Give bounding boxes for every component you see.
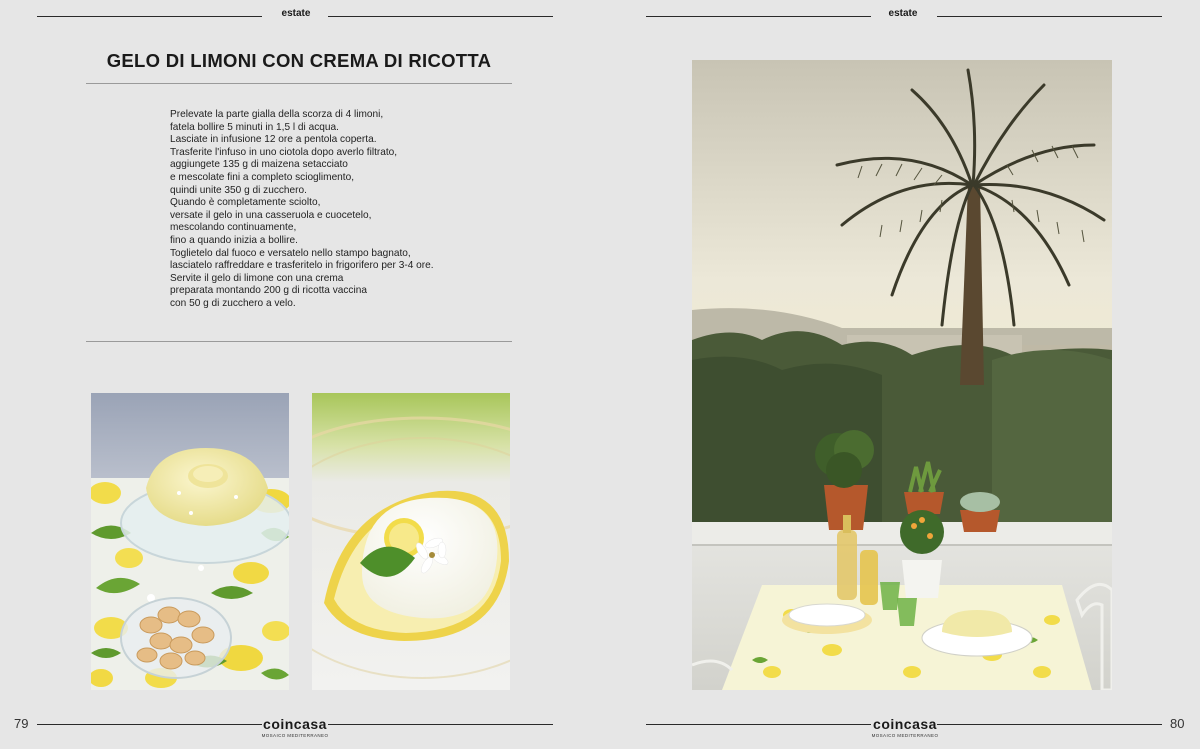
recipe-line: Toglietelo dal fuoco e versatelo nello stampo bagnato, xyxy=(170,247,411,259)
footer-right xyxy=(600,715,1200,745)
section-label: estate xyxy=(888,8,918,19)
page-number-left: 79 xyxy=(14,716,29,731)
recipe-line: con 50 g di zucchero a velo. xyxy=(170,297,296,309)
recipe-line: aggiungete 135 g di maizena setacciato xyxy=(170,159,348,171)
brand-logo-left xyxy=(255,715,335,739)
footer-rule-right-b xyxy=(937,724,1162,725)
running-header-left xyxy=(0,8,600,24)
brand-name: coincasa xyxy=(263,716,327,732)
header-rule-right-a xyxy=(646,16,871,17)
footer-rule-right-a xyxy=(646,724,871,725)
title-underline xyxy=(86,83,512,84)
recipe-line: Servite il gelo di limone con una crema xyxy=(170,272,344,284)
recipe-line: fatela bollire 5 minuti in 1,5 l di acqua. xyxy=(170,121,339,133)
recipe-line: e mescolate fini a completo scioglimento, xyxy=(170,171,355,183)
text-bottom-rule xyxy=(86,341,512,342)
header-rule-left-b xyxy=(328,16,553,17)
right-page xyxy=(600,0,1200,749)
page-number-right: 80 xyxy=(1170,716,1185,731)
footer-rule-left-b xyxy=(328,724,553,725)
recipe-line: Quando è completamente sciolto, xyxy=(170,197,321,209)
recipe-line: versate il gelo in una casseruola e cuocetelo, xyxy=(170,209,372,221)
recipe-line: Prelevate la parte gialla della scorza di 4 limoni, xyxy=(170,109,384,120)
photo-lemon-ricotta xyxy=(312,393,510,690)
recipe-line: Lasciate in infusione 12 ore a pentola coperta. xyxy=(170,134,377,146)
brand-logo-right xyxy=(865,715,945,739)
running-header-right xyxy=(600,8,1200,24)
photo-terrace-palm xyxy=(692,60,1112,690)
recipe-line: mescolando continuamente, xyxy=(170,222,297,234)
recipe-line: quindi unite 350 g di zucchero. xyxy=(170,184,307,196)
header-rule-right-b xyxy=(937,16,1162,17)
brand-subtitle: MOSAICO MEDITERRANEO xyxy=(261,733,329,738)
recipe-line: fino a quando inizia a bollire. xyxy=(170,234,298,246)
recipe-line: lasciatelo raffreddare e trasferitelo in frigorifero per 3-4 ore. xyxy=(170,260,434,272)
header-rule-left-a xyxy=(37,16,262,17)
footer-left xyxy=(0,715,600,745)
recipe-instructions xyxy=(170,109,510,311)
section-label: estate xyxy=(281,8,311,19)
photo-gelo-dessert xyxy=(91,393,289,690)
brand-name: coincasa xyxy=(873,716,937,732)
footer-rule-left-a xyxy=(37,724,262,725)
recipe-title: GELO DI LIMONI CON CREMA DI RICOTTA xyxy=(106,50,492,71)
brand-subtitle: MOSAICO MEDITERRANEO xyxy=(871,733,939,738)
recipe-line: Trasferite l'infuso in uno ciotola dopo averlo filtrato, xyxy=(170,146,398,158)
recipe-line: preparata montando 200 g di ricotta vaccina xyxy=(170,285,367,297)
